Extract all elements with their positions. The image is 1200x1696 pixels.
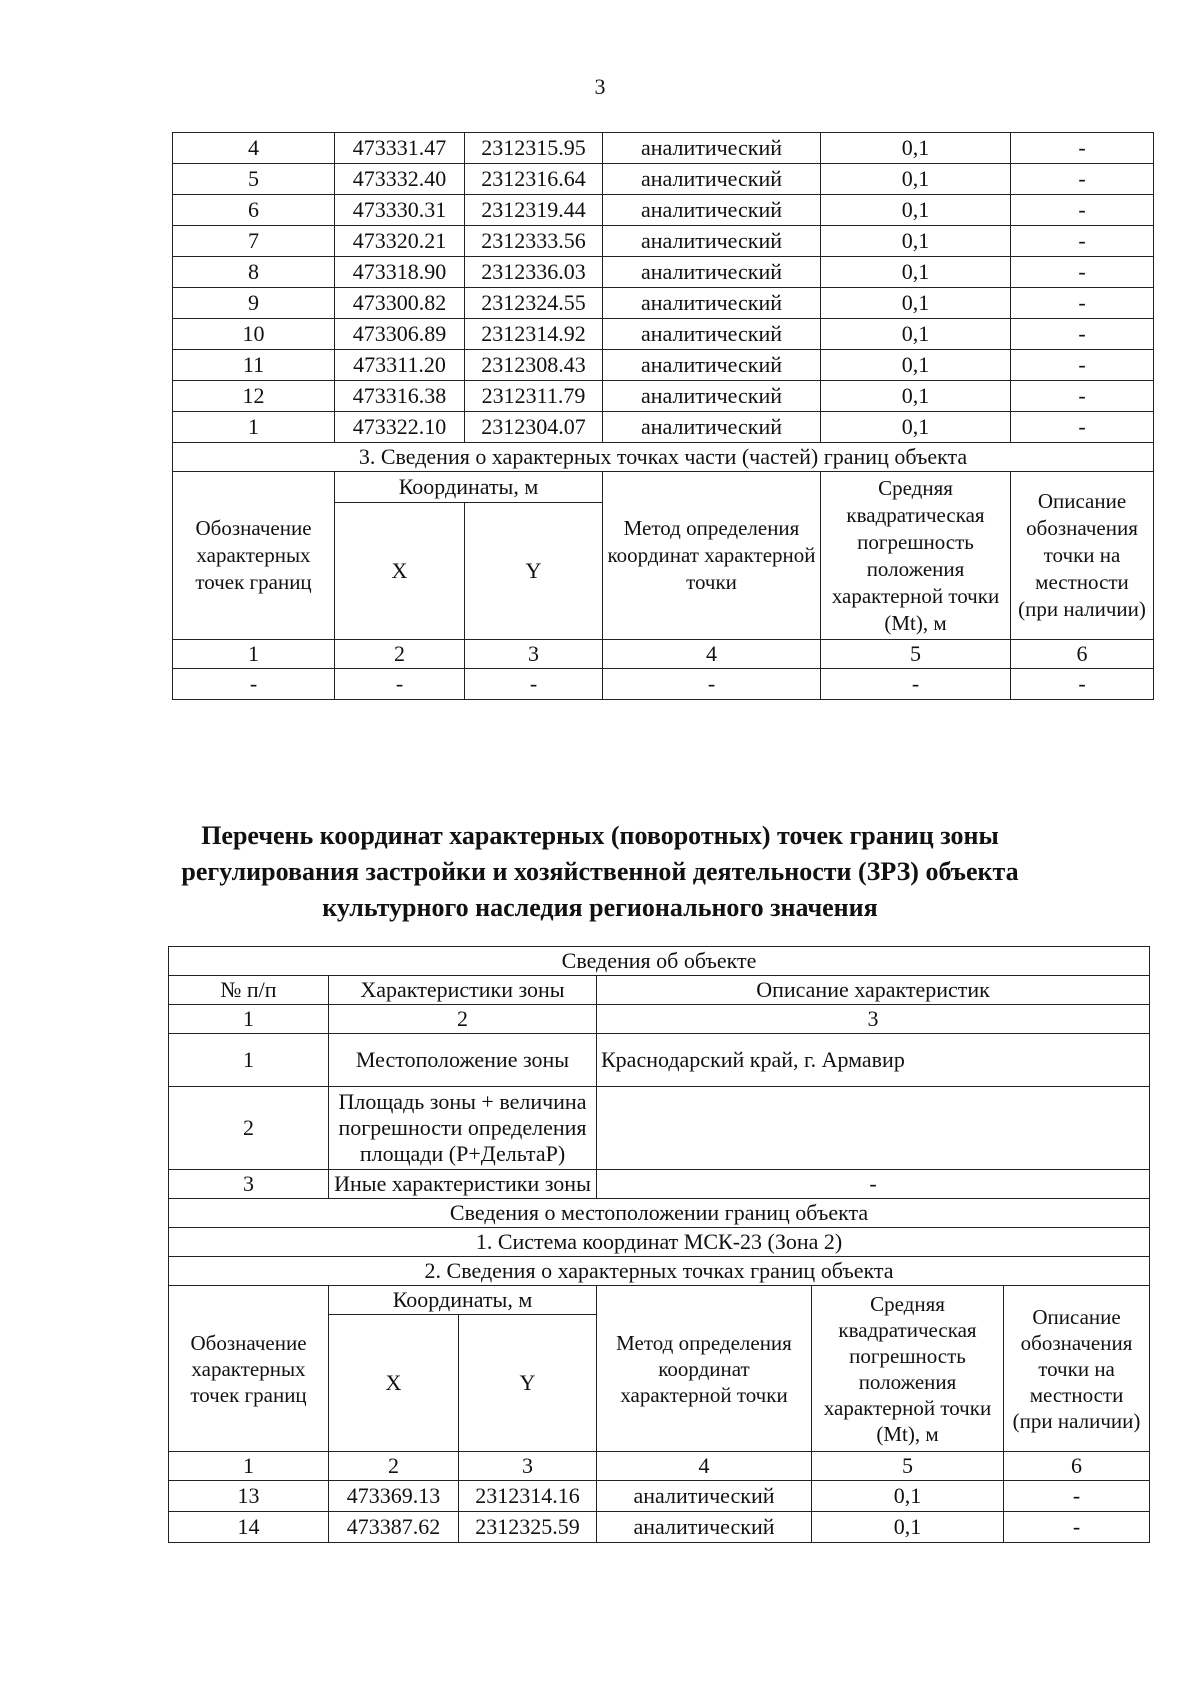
table-cell: 2312333.56 <box>465 226 603 257</box>
object-info-title: Сведения об объекте <box>169 947 1150 976</box>
empty-part-row <box>173 669 1154 700</box>
characteristic-desc-header: Описание характеристик <box>597 976 1150 1005</box>
table-cell: 0,1 <box>821 381 1011 412</box>
table-cell: - <box>1011 164 1154 195</box>
table-cell: 473369.13 <box>329 1481 459 1512</box>
table-cell: 2312314.92 <box>465 319 603 350</box>
table-cell: 0,1 <box>821 257 1011 288</box>
empty-cell: - <box>603 669 821 700</box>
section-2-row <box>169 1257 1150 1286</box>
table-cell: 473316.38 <box>335 381 465 412</box>
col-num: 1 <box>173 640 335 669</box>
x-header: X <box>329 1315 459 1452</box>
row-name: Иные характеристики зоны <box>329 1170 597 1199</box>
table-cell: 2312315.95 <box>465 133 603 164</box>
table-row <box>173 288 1154 319</box>
row-name: Площадь зоны + величина погрешности определения площади (P+ДельтаP) <box>329 1087 597 1170</box>
row-num: 3 <box>169 1170 329 1199</box>
table-cell: 473322.10 <box>335 412 465 443</box>
table-cell: аналитический <box>597 1481 812 1512</box>
col-num: 5 <box>812 1452 1004 1481</box>
col-num: 1 <box>169 1452 329 1481</box>
table-cell: 5 <box>173 164 335 195</box>
table-cell: аналитический <box>603 350 821 381</box>
table-cell: 2312319.44 <box>465 195 603 226</box>
table-cell: 0,1 <box>812 1481 1004 1512</box>
empty-cell: - <box>173 669 335 700</box>
section-3-title: 3. Сведения о характерных точках части (частей) границ объекта <box>173 443 1154 472</box>
table-row <box>173 381 1154 412</box>
coord-system: 1. Система координат МСК-23 (Зона 2) <box>169 1228 1150 1257</box>
table-cell: 10 <box>173 319 335 350</box>
table-cell: аналитический <box>603 319 821 350</box>
table-cell: - <box>1011 257 1154 288</box>
table-row <box>173 257 1154 288</box>
table-cell: - <box>1011 133 1154 164</box>
method-header: Метод определения координат характерной точки <box>597 1286 812 1452</box>
column-number-row <box>173 640 1154 669</box>
table-cell: - <box>1011 319 1154 350</box>
table-cell: 473311.20 <box>335 350 465 381</box>
col-num: 2 <box>329 1452 459 1481</box>
description-header: Описание обозначения точки на местности (при наличии) <box>1011 472 1154 640</box>
empty-cell: - <box>335 669 465 700</box>
table-cell: 2312304.07 <box>465 412 603 443</box>
section-heading: Перечень координат характерных (поворотных) точек границ зоны регулирования застройки и хозяйственной деятельности (ЗРЗ) объекта культурного наследия регионального значения <box>181 821 1019 922</box>
row-name: Местоположение зоны <box>329 1034 597 1087</box>
table-cell: 473331.47 <box>335 133 465 164</box>
table-cell: 11 <box>173 350 335 381</box>
col-num: 5 <box>821 640 1011 669</box>
col-num: 4 <box>597 1452 812 1481</box>
col-num: 6 <box>1011 640 1154 669</box>
y-header: Y <box>459 1315 597 1452</box>
table-cell: - <box>1004 1481 1150 1512</box>
col-num: 3 <box>597 1005 1150 1034</box>
col-num: 4 <box>603 640 821 669</box>
x-header: X <box>335 503 465 640</box>
table-cell: 0,1 <box>821 288 1011 319</box>
table-cell: 8 <box>173 257 335 288</box>
table-cell: аналитический <box>597 1512 812 1543</box>
row-num: 2 <box>169 1087 329 1170</box>
coord-system-row <box>169 1228 1150 1257</box>
table-cell: 2312314.16 <box>459 1481 597 1512</box>
designation-header: Обозначение характерных точек границ <box>173 472 335 640</box>
col-num: 3 <box>465 640 603 669</box>
table-cell: 2312336.03 <box>465 257 603 288</box>
table-cell: 12 <box>173 381 335 412</box>
section-3-row <box>173 443 1154 472</box>
table-cell: 2312316.64 <box>465 164 603 195</box>
table-cell: - <box>1011 381 1154 412</box>
object-info-title-row <box>169 947 1150 976</box>
table-cell: 473320.21 <box>335 226 465 257</box>
method-header: Метод определения координат характерной точки <box>603 472 821 640</box>
table-cell: аналитический <box>603 226 821 257</box>
description-header: Описание обозначения точки на местности (при наличии) <box>1004 1286 1150 1452</box>
col-num: 3 <box>459 1452 597 1481</box>
object-col-numbers <box>169 1005 1150 1034</box>
table-row <box>169 1512 1150 1543</box>
table-cell: 7 <box>173 226 335 257</box>
y-header: Y <box>465 503 603 640</box>
col-num: 2 <box>335 640 465 669</box>
page-number: 3 <box>594 74 606 99</box>
table-cell: аналитический <box>603 381 821 412</box>
table-cell: 0,1 <box>821 226 1011 257</box>
row-value: - <box>597 1170 1150 1199</box>
error-header: Средняя квадратическая погрешность положения характерной точки (Mt), м <box>812 1286 1004 1452</box>
table-cell: 473387.62 <box>329 1512 459 1543</box>
table-cell: 1 <box>173 412 335 443</box>
table-cell: 0,1 <box>821 195 1011 226</box>
table-cell: аналитический <box>603 195 821 226</box>
coordinates-table-continued <box>172 132 1154 700</box>
table-cell: 2312324.55 <box>465 288 603 319</box>
coordinates-header: Координаты, м <box>329 1286 597 1315</box>
table-row <box>173 164 1154 195</box>
table-cell: 2312311.79 <box>465 381 603 412</box>
table-cell: аналитический <box>603 257 821 288</box>
table-cell: 14 <box>169 1512 329 1543</box>
table-cell: 4 <box>173 133 335 164</box>
row-value <box>597 1087 1150 1170</box>
header-row-top <box>173 472 1154 503</box>
table-cell: - <box>1011 226 1154 257</box>
num-header: № п/п <box>169 976 329 1005</box>
table-cell: 473306.89 <box>335 319 465 350</box>
table-cell: аналитический <box>603 288 821 319</box>
empty-cell: - <box>465 669 603 700</box>
point-rows <box>169 1481 1150 1543</box>
table-row <box>173 133 1154 164</box>
table-cell: 0,1 <box>821 412 1011 443</box>
table-row <box>173 350 1154 381</box>
table-cell: 0,1 <box>821 164 1011 195</box>
table-cell: - <box>1011 195 1154 226</box>
table-cell: аналитический <box>603 164 821 195</box>
table-row <box>173 226 1154 257</box>
table-cell: 2312308.43 <box>465 350 603 381</box>
object-row-other <box>169 1170 1150 1199</box>
table-cell: 473300.82 <box>335 288 465 319</box>
point-rows <box>173 133 1154 443</box>
table-cell: аналитический <box>603 133 821 164</box>
characteristic-header: Характеристики зоны <box>329 976 597 1005</box>
table-row <box>173 319 1154 350</box>
col-num: 2 <box>329 1005 597 1034</box>
table-cell: 6 <box>173 195 335 226</box>
col-num: 1 <box>169 1005 329 1034</box>
row-value: Краснодарский край, г. Армавир <box>597 1034 1150 1087</box>
table-cell: 9 <box>173 288 335 319</box>
object-row-location <box>169 1034 1150 1087</box>
object-col-headers <box>169 976 1150 1005</box>
empty-cell: - <box>821 669 1011 700</box>
location-title-row <box>169 1199 1150 1228</box>
table-cell: 2312325.59 <box>459 1512 597 1543</box>
table-cell: 473318.90 <box>335 257 465 288</box>
object-row-area <box>169 1087 1150 1170</box>
table-row <box>169 1481 1150 1512</box>
table-cell: 13 <box>169 1481 329 1512</box>
table-cell: - <box>1004 1512 1150 1543</box>
table-cell: 473332.40 <box>335 164 465 195</box>
header-row-top <box>169 1286 1150 1315</box>
table-cell: 0,1 <box>821 319 1011 350</box>
col-num: 6 <box>1004 1452 1150 1481</box>
location-title: Сведения о местоположении границ объекта <box>169 1199 1150 1228</box>
zone-info-table <box>168 946 1150 1543</box>
table-row <box>173 195 1154 226</box>
table-cell: - <box>1011 350 1154 381</box>
empty-cell: - <box>1011 669 1154 700</box>
table-cell: 0,1 <box>821 133 1011 164</box>
section-2-title: 2. Сведения о характерных точках границ объекта <box>169 1257 1150 1286</box>
table-cell: 0,1 <box>812 1512 1004 1543</box>
row-num: 1 <box>169 1034 329 1087</box>
table-cell: 473330.31 <box>335 195 465 226</box>
error-header: Средняя квадратическая погрешность положения характерной точки (Mt), м <box>821 472 1011 640</box>
coordinates-header: Координаты, м <box>335 472 603 503</box>
table-cell: - <box>1011 412 1154 443</box>
table-cell: 0,1 <box>821 350 1011 381</box>
table-cell: аналитический <box>603 412 821 443</box>
column-number-row <box>169 1452 1150 1481</box>
table-cell: - <box>1011 288 1154 319</box>
designation-header: Обозначение характерных точек границ <box>169 1286 329 1452</box>
table-row <box>173 412 1154 443</box>
